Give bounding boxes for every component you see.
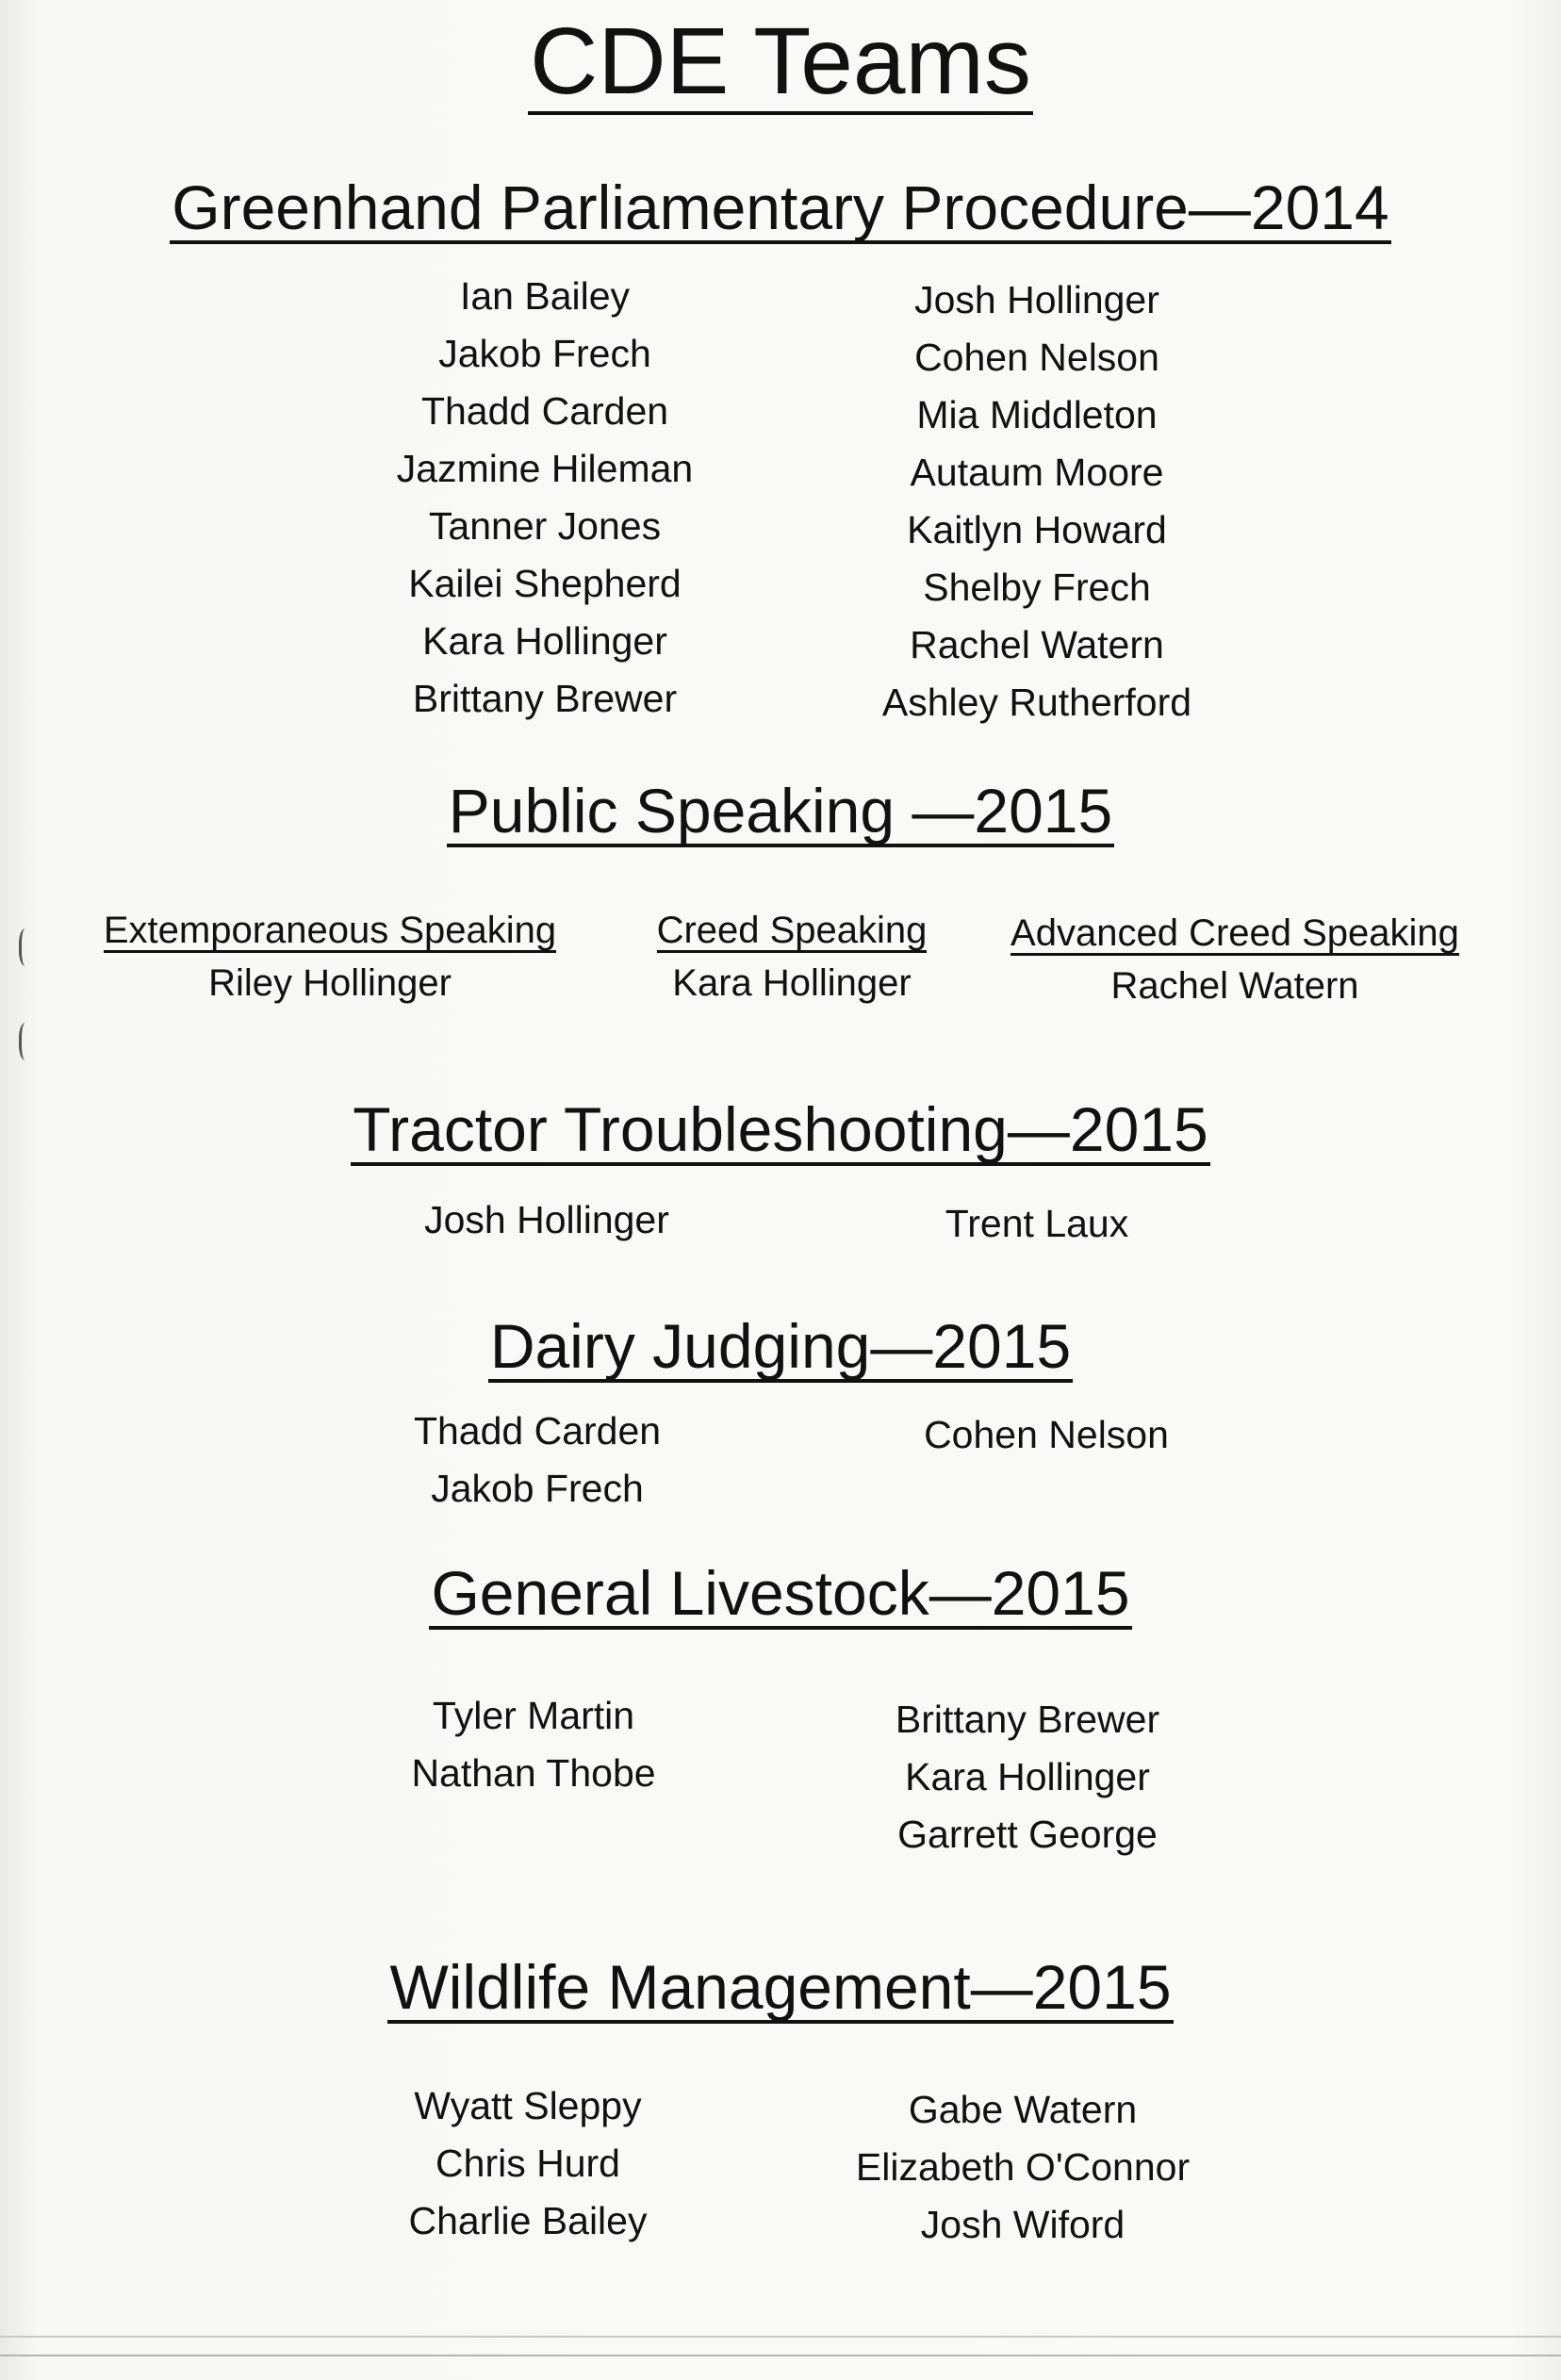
team-member: Gabe Watern bbox=[908, 2088, 1138, 2131]
team-member: Cohen Nelson bbox=[914, 336, 1159, 379]
section-heading: Greenhand Parliamentary Procedure—2014 bbox=[0, 172, 1561, 244]
category-heading: Creed Speaking bbox=[656, 910, 928, 951]
name-list-right bbox=[830, 271, 1244, 731]
page-title: CDE Teams bbox=[530, 8, 1031, 114]
team-member: Kara Hollinger bbox=[905, 1755, 1150, 1798]
team-member: Tanner Jones bbox=[428, 504, 662, 548]
speaking-category bbox=[632, 910, 952, 1005]
category-heading: Advanced Creed Speaking bbox=[1011, 912, 1459, 954]
team-member: Josh Wiford bbox=[920, 2203, 1126, 2246]
section-heading: Wildlife Management—2015 bbox=[0, 1951, 1561, 2024]
team-member: Brittany Brewer bbox=[895, 1698, 1160, 1741]
team-member: Thadd Carden bbox=[413, 1409, 662, 1453]
team-member: Cohen Nelson bbox=[924, 1413, 1169, 1456]
section-heading: Tractor Troubleshooting—2015 bbox=[0, 1093, 1561, 1166]
name-list-right bbox=[830, 1195, 1244, 1253]
team-member: Josh Hollinger bbox=[424, 1198, 669, 1241]
team-member: Kailei Shepherd bbox=[408, 562, 682, 605]
team-member: Rachel Watern bbox=[1110, 965, 1359, 1007]
section-heading: Public Speaking —2015 bbox=[0, 775, 1561, 847]
binding-mark bbox=[19, 1023, 35, 1060]
page-edge bbox=[0, 2355, 1561, 2356]
name-list-left bbox=[356, 268, 733, 728]
team-member: Jakob Frech bbox=[431, 1467, 644, 1510]
team-member: Ian Bailey bbox=[459, 274, 631, 318]
page-edge bbox=[0, 2336, 1561, 2338]
team-member: Tyler Martin bbox=[432, 1694, 635, 1737]
team-member: Autaum Moore bbox=[910, 451, 1164, 494]
team-member: Chris Hurd bbox=[435, 2142, 620, 2185]
team-member: Kara Hollinger bbox=[422, 619, 667, 663]
team-member: Nathan Thobe bbox=[411, 1751, 656, 1795]
team-member: Jazmine Hileman bbox=[396, 447, 694, 490]
team-member: Wyatt Sleppy bbox=[414, 2084, 642, 2127]
team-member: Mia Middleton bbox=[916, 393, 1158, 436]
name-list-right bbox=[820, 1691, 1235, 1863]
speaking-category bbox=[971, 912, 1499, 1008]
name-list-left bbox=[345, 1687, 722, 1802]
team-member: Trent Laux bbox=[945, 1202, 1129, 1245]
team-member: Rachel Watern bbox=[910, 623, 1164, 666]
team-member: Jakob Frech bbox=[438, 332, 651, 375]
binding-mark bbox=[19, 928, 35, 966]
team-member: Shelby Frech bbox=[923, 566, 1151, 609]
team-member: Garrett George bbox=[897, 1813, 1158, 1856]
team-member: Josh Hollinger bbox=[914, 278, 1159, 321]
team-member: Kara Hollinger bbox=[672, 962, 912, 1004]
name-list-left bbox=[349, 1403, 726, 1518]
name-list-left bbox=[339, 2077, 716, 2250]
team-member: Ashley Rutherford bbox=[881, 681, 1192, 724]
team-member: Elizabeth O'Connor bbox=[855, 2145, 1191, 2189]
team-member: Charlie Bailey bbox=[408, 2199, 648, 2242]
team-member: Thadd Carden bbox=[420, 389, 669, 433]
name-list-right bbox=[815, 2081, 1230, 2254]
section-heading: Dairy Judging—2015 bbox=[0, 1310, 1561, 1383]
team-member: Brittany Brewer bbox=[412, 677, 678, 720]
team-member: Kaitlyn Howard bbox=[907, 508, 1167, 551]
category-heading: Extemporaneous Speaking bbox=[103, 910, 557, 951]
team-member: Riley Hollinger bbox=[208, 962, 452, 1004]
name-list-right bbox=[839, 1406, 1254, 1464]
speaking-category bbox=[66, 910, 594, 1005]
name-list-left bbox=[358, 1191, 735, 1249]
section-heading: General Livestock—2015 bbox=[0, 1557, 1561, 1630]
